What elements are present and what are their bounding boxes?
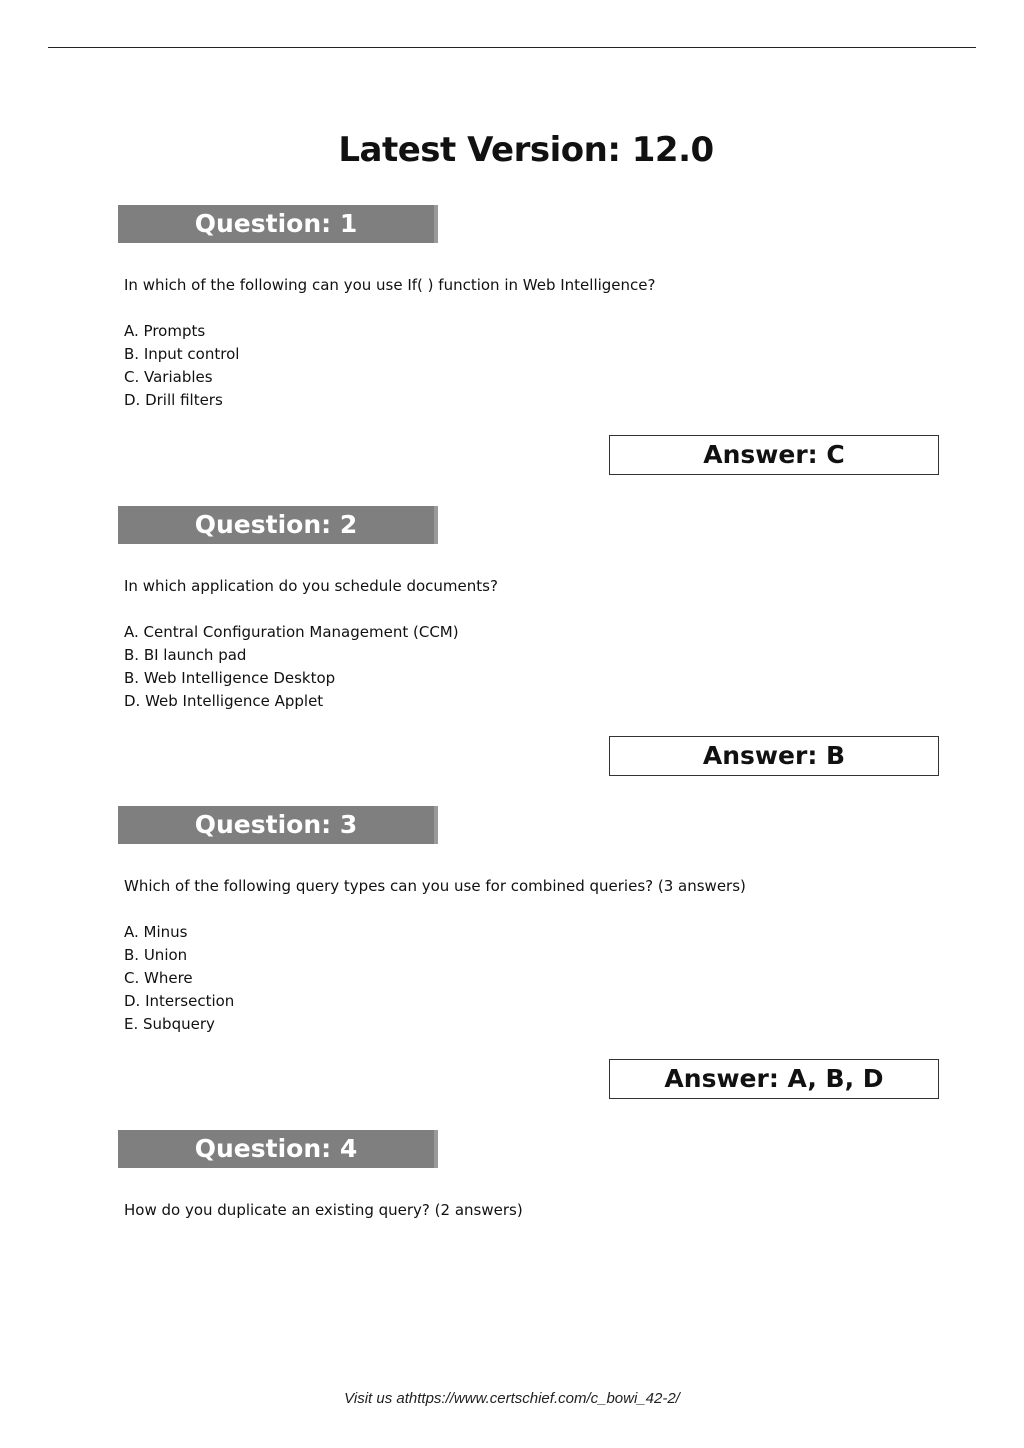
option-a: A. Central Configuration Management (CCM)	[124, 623, 459, 641]
option-b: B. Union	[124, 946, 188, 964]
question-3-options	[124, 921, 234, 1036]
option-e: E. Subquery	[124, 1015, 215, 1033]
question-1-options	[124, 320, 239, 412]
question-2-text: In which application do you schedule documents?	[124, 577, 498, 595]
option-a: A. Prompts	[124, 322, 206, 340]
option-d: D. Web Intelligence Applet	[124, 692, 324, 710]
question-2-options	[124, 621, 459, 713]
option-c: B. Web Intelligence Desktop	[124, 669, 336, 687]
footer-link-text: Visit us athttps://www.certschief.com/c_bowi_42-2/	[344, 1390, 680, 1407]
question-4-text: How do you duplicate an existing query? (2 answers)	[124, 1201, 523, 1219]
question-3-header: Question: 3	[118, 806, 438, 844]
option-c: C. Variables	[124, 368, 213, 386]
question-3-text: Which of the following query types can you use for combined queries? (3 answers)	[124, 877, 746, 895]
page-title: Latest Version: 12.0	[338, 130, 714, 170]
option-c: C. Where	[124, 969, 193, 987]
question-2-header: Question: 2	[118, 506, 438, 544]
option-d: D. Intersection	[124, 992, 235, 1010]
question-4-header: Question: 4	[118, 1130, 438, 1168]
option-d: D. Drill filters	[124, 391, 223, 409]
question-3-answer: Answer: A, B, D	[609, 1059, 939, 1099]
question-1-text: In which of the following can you use If( ) function in Web Intelligence?	[124, 276, 656, 294]
question-2-answer: Answer: B	[609, 736, 939, 776]
question-1-header: Question: 1	[118, 205, 438, 243]
question-1-answer: Answer: C	[609, 435, 939, 475]
option-b: B. Input control	[124, 345, 240, 363]
option-a: A. Minus	[124, 923, 188, 941]
header-rule	[48, 47, 976, 48]
option-b: B. BI launch pad	[124, 646, 247, 664]
